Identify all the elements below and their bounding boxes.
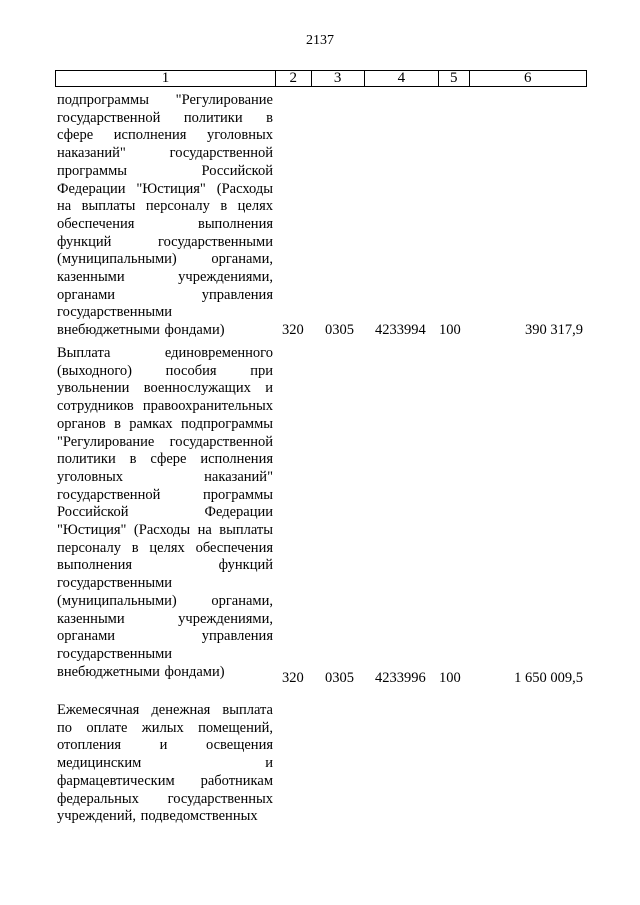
column-header-row (56, 71, 587, 87)
row-department: 320 (282, 670, 304, 686)
row-section: 0305 (325, 322, 354, 338)
row-description: Выплата единовременного (выходного) пособия при увольнении военнослужащих и сотрудников правоохранительных органов в рамках подпрограммы "Регулирование государственной политики в сфере исполнения уголовных наказаний" государственной программы Российской Федерации "Юстиция" (Расходы на выплаты персоналу в целях обеспечения выполнения функций государственными (муниципальными) органами, казенными учреждениями, органами управления государственными внебюджетными фондами) (57, 345, 273, 680)
row-expense-type: 100 (439, 670, 461, 686)
row-target-code: 4233994 (375, 322, 426, 338)
column-header-2: 2 (275, 71, 311, 87)
row-description: Ежемесячная денежная выплата по оплате жилых помещений, отопления и освещения медицинским и фармацевтическим работникам федеральных государственных учреждений, подведомственных (57, 702, 273, 825)
column-header-3: 3 (311, 71, 364, 87)
column-header-6: 6 (469, 71, 586, 87)
row-amount: 390 317,9 (525, 322, 583, 338)
page-number: 2137 (306, 33, 334, 48)
row-target-code: 4233996 (375, 670, 426, 686)
row-expense-type: 100 (439, 322, 461, 338)
column-header-table (55, 70, 587, 87)
row-section: 0305 (325, 670, 354, 686)
row-description: подпрограммы "Регулирование государственной политики в сфере исполнения уголовных наказаний" государственной программы Российской Федерации "Юстиция" (Расходы на выплаты персоналу в целях обеспечения выполнения функций государственными (муниципальными) органами, казенными учреждениями, органами управления государственными внебюджетными фондами) (57, 92, 273, 339)
row-department: 320 (282, 322, 304, 338)
column-header-4: 4 (364, 71, 438, 87)
column-header-1: 1 (56, 71, 276, 87)
row-amount: 1 650 009,5 (514, 670, 583, 686)
column-header-5: 5 (438, 71, 469, 87)
